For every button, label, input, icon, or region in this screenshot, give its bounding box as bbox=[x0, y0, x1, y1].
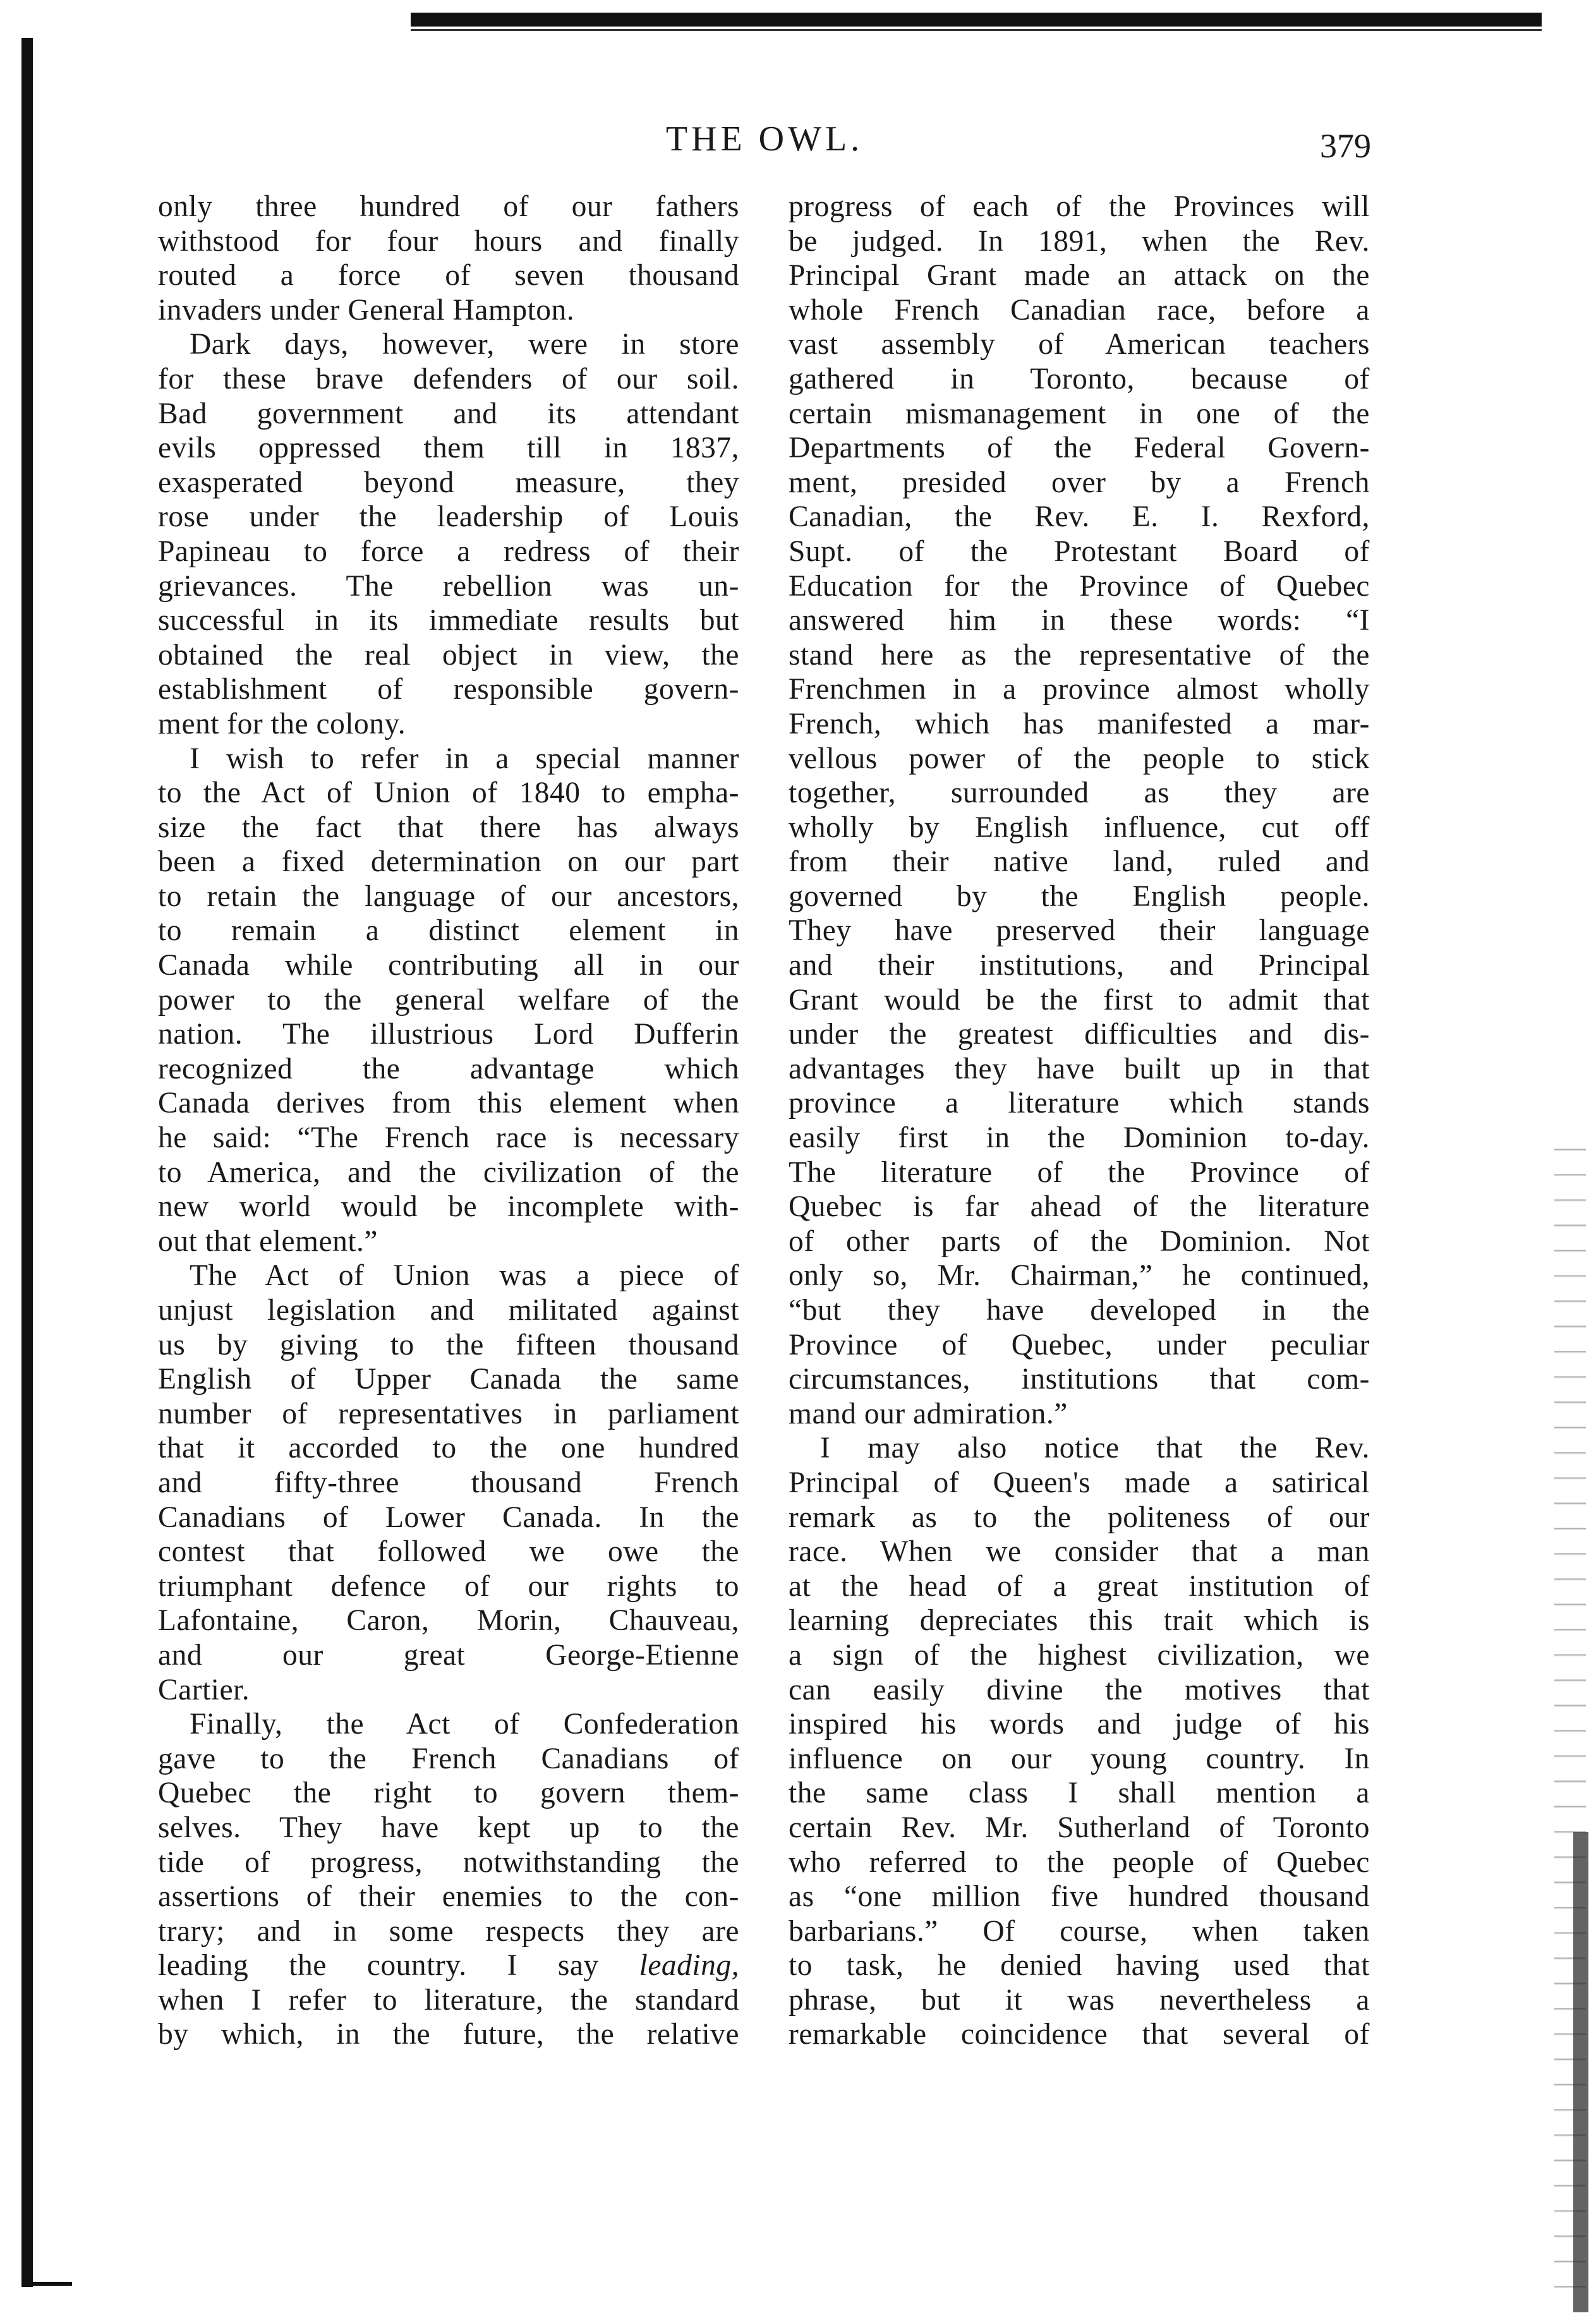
text-line: phrase, but it was nevertheless a bbox=[789, 1983, 1370, 2017]
text-line: Education for the Province of Quebec bbox=[789, 569, 1370, 603]
text-line: barbarians.” Of course, when taken bbox=[789, 1914, 1370, 1948]
text-line: and fifty-three thousand French bbox=[158, 1466, 739, 1499]
text-line: new world would be incomplete with- bbox=[158, 1190, 739, 1224]
text-line: who referred to the people of Quebec bbox=[789, 1845, 1370, 1879]
text-line: wholly by English influence, cut off bbox=[789, 811, 1370, 844]
page-edge-shadow bbox=[1573, 1832, 1588, 2312]
text-line: Departments of the Federal Govern- bbox=[789, 432, 1370, 465]
text-line: assertions of their enemies to the con- bbox=[158, 1880, 739, 1914]
text-line: Province of Quebec, under peculiar bbox=[789, 1328, 1370, 1361]
text-line: been a fixed determination on our part bbox=[158, 845, 739, 879]
text-line: French, which has manifested a mar- bbox=[789, 707, 1370, 740]
text-line: as “one million five hundred thousand bbox=[789, 1880, 1370, 1914]
text-line: obtained the real object in view, the bbox=[158, 638, 739, 672]
text-line: evils oppressed them till in 1837, bbox=[158, 432, 739, 465]
text-line: for these brave defenders of our soil. bbox=[158, 362, 739, 395]
text-line: size the fact that there has always bbox=[158, 811, 739, 844]
text-line: successful in its immediate results but bbox=[158, 604, 739, 637]
text-line: invaders under General Hampton. bbox=[158, 293, 575, 327]
text-line: Lafontaine, Caron, Morin, Chauveau, bbox=[158, 1604, 739, 1638]
text-line: remarkable coincidence that several of bbox=[789, 2018, 1370, 2051]
text-line: gathered in Toronto, because of bbox=[789, 362, 1370, 395]
running-head bbox=[0, 119, 1596, 169]
text-line: tide of progress, notwithstanding the bbox=[158, 1845, 739, 1879]
text-line: establishment of responsible govern- bbox=[158, 673, 739, 706]
text-line: gave to the French Canadians of bbox=[158, 1742, 739, 1775]
text-line: governed by the English people. bbox=[789, 879, 1370, 913]
text-line: inspired his words and judge of his bbox=[789, 1708, 1370, 1741]
text-line: “but they have developed in the bbox=[789, 1294, 1370, 1327]
text-line: I wish to refer in a special manner bbox=[190, 742, 739, 775]
text-line: Papineau to force a redress of their bbox=[158, 534, 739, 568]
text-line: exasperated beyond measure, they bbox=[158, 466, 739, 499]
text-line: selves. They have kept up to the bbox=[158, 1811, 739, 1844]
text-line: power to the general welfare of the bbox=[158, 983, 739, 1017]
text-line: triumphant defence of our rights to bbox=[158, 1569, 739, 1603]
text-line: he said: “The French race is necessary bbox=[158, 1121, 739, 1155]
text-line: and their institutions, and Principal bbox=[789, 949, 1370, 982]
text-line: under the greatest difficulties and dis- bbox=[789, 1018, 1370, 1051]
binding-edge-foot bbox=[21, 2282, 72, 2286]
text-line: The literature of the Province of bbox=[789, 1156, 1370, 1189]
text-line: the same class I shall mention a bbox=[789, 1777, 1370, 1810]
text-line: to America, and the civilization of the bbox=[158, 1156, 739, 1189]
text-line: to retain the language of our ancestors, bbox=[158, 879, 739, 913]
text-line: contest that followed we owe the bbox=[158, 1535, 739, 1569]
text-line: progress of each of the Provinces will bbox=[789, 190, 1370, 223]
text-line: Bad government and its attendant bbox=[158, 397, 739, 430]
text-line: trary; and in some respects they are bbox=[158, 1914, 739, 1948]
text-line: stand here as the representative of the bbox=[789, 638, 1370, 672]
text-line: They have preserved their language bbox=[789, 914, 1370, 948]
text-line: unjust legislation and militated against bbox=[158, 1294, 739, 1327]
text-line: a sign of the highest civilization, we bbox=[789, 1638, 1370, 1672]
binding-edge bbox=[21, 38, 33, 2287]
text-line: province a literature which stands bbox=[789, 1087, 1370, 1120]
top-rule bbox=[411, 13, 1542, 27]
text-line: Quebec is far ahead of the literature bbox=[789, 1190, 1370, 1224]
text-line: out that element.” bbox=[158, 1224, 378, 1258]
text-line: of other parts of the Dominion. Not bbox=[789, 1224, 1370, 1258]
text-line: leading the country. I say leading, bbox=[158, 1949, 739, 1983]
text-line: can easily divine the motives that bbox=[789, 1673, 1370, 1706]
text-line: to task, he denied having used that bbox=[789, 1949, 1370, 1983]
text-line: Finally, the Act of Confederation bbox=[190, 1708, 739, 1741]
text-line: grievances. The rebellion was un- bbox=[158, 569, 739, 603]
text-line: withstood for four hours and finally bbox=[158, 224, 739, 258]
text-line: circumstances, institutions that com- bbox=[789, 1363, 1370, 1396]
text-line: and our great George-Etienne bbox=[158, 1638, 739, 1672]
text-line: rose under the leadership of Louis bbox=[158, 500, 739, 534]
text-line: learning depreciates this trait which is bbox=[789, 1604, 1370, 1638]
text-line: ment for the colony. bbox=[158, 707, 406, 740]
text-line: vellous power of the people to stick bbox=[789, 742, 1370, 775]
text-line: Quebec the right to govern them- bbox=[158, 1777, 739, 1810]
text-line: to the Act of Union of 1840 to empha- bbox=[158, 776, 739, 810]
text-line: mand our admiration.” bbox=[789, 1397, 1068, 1430]
page-number: 379 bbox=[1320, 127, 1371, 165]
text-line: certain Rev. Mr. Sutherland of Toronto bbox=[789, 1811, 1370, 1844]
left-column bbox=[158, 190, 739, 2052]
text-line: Frenchmen in a province almost wholly bbox=[789, 673, 1370, 706]
text-line: remark as to the politeness of our bbox=[789, 1500, 1370, 1534]
running-title: THE OWL. bbox=[665, 119, 864, 159]
text-line: influence on our young country. In bbox=[789, 1742, 1370, 1775]
text-line: Canada derives from this element when bbox=[158, 1087, 739, 1120]
text-line: The Act of Union was a piece of bbox=[190, 1259, 739, 1293]
text-line: Dark days, however, were in store bbox=[190, 328, 739, 361]
text-line: Supt. of the Protestant Board of bbox=[789, 534, 1370, 568]
text-line: easily first in the Dominion to-day. bbox=[789, 1121, 1370, 1155]
text-line: number of representatives in parliament bbox=[158, 1397, 739, 1430]
text-line: us by giving to the fifteen thousand bbox=[158, 1328, 739, 1361]
text-line: ment, presided over by a French bbox=[789, 466, 1370, 499]
text-line: nation. The illustrious Lord Dufferin bbox=[158, 1018, 739, 1051]
text-line: I may also notice that the Rev. bbox=[820, 1432, 1370, 1465]
text-line: Canadians of Lower Canada. In the bbox=[158, 1500, 739, 1534]
text-line: Grant would be the first to admit that bbox=[789, 983, 1370, 1017]
text-line: answered him in these words: “I bbox=[789, 604, 1370, 637]
text-line: that it accorded to the one hundred bbox=[158, 1432, 739, 1465]
text-line: only so, Mr. Chairman,” he continued, bbox=[789, 1259, 1370, 1293]
text-line: together, surrounded as they are bbox=[789, 776, 1370, 810]
text-line: at the head of a great institution of bbox=[789, 1569, 1370, 1603]
text-line: Principal of Queen's made a satirical bbox=[789, 1466, 1370, 1499]
text-line: vast assembly of American teachers bbox=[789, 328, 1370, 361]
text-line: by which, in the future, the relative bbox=[158, 2018, 739, 2051]
text-line: certain mismanagement in one of the bbox=[789, 397, 1370, 430]
text-line: Cartier. bbox=[158, 1673, 250, 1706]
text-line: Canadian, the Rev. E. I. Rexford, bbox=[789, 500, 1370, 534]
text-line: whole French Canadian race, before a bbox=[789, 293, 1370, 327]
text-line: Canada while contributing all in our bbox=[158, 949, 739, 982]
text-line: from their native land, ruled and bbox=[789, 845, 1370, 879]
text-line: advantages they have built up in that bbox=[789, 1052, 1370, 1085]
text-line: be judged. In 1891, when the Rev. bbox=[789, 224, 1370, 258]
text-line: race. When we consider that a man bbox=[789, 1535, 1370, 1569]
text-line: when I refer to literature, the standard bbox=[158, 1983, 739, 2017]
text-line: routed a force of seven thousand bbox=[158, 259, 739, 293]
text-line: recognized the advantage which bbox=[158, 1052, 739, 1085]
text-line: to remain a distinct element in bbox=[158, 914, 739, 948]
top-rule-thin bbox=[411, 29, 1542, 31]
text-line: only three hundred of our fathers bbox=[158, 190, 739, 223]
text-line: Principal Grant made an attack on the bbox=[789, 259, 1370, 293]
text-line: English of Upper Canada the same bbox=[158, 1363, 739, 1396]
right-column bbox=[789, 190, 1370, 2052]
